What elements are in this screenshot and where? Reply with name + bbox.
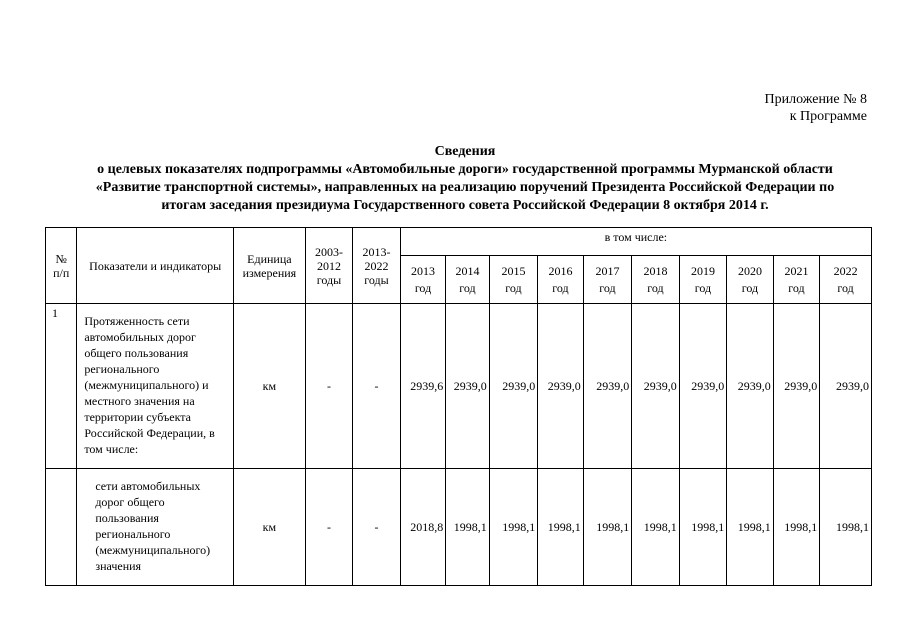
indicator-line: (межмуниципального) xyxy=(95,542,211,557)
year-header-2020 xyxy=(727,256,773,304)
row-period-2013-2022: - xyxy=(353,469,401,586)
indicator-line: том числе: xyxy=(84,441,139,456)
header-period2-line-1: 2013- xyxy=(362,244,391,259)
indicator-line: автомобильных дорог xyxy=(84,329,196,344)
value-2017: 1998,1 xyxy=(583,469,632,586)
title-line-2: о целевых показателях подпрограммы «Автомобильные дороги» государственной программы Мурманской области xyxy=(97,162,833,177)
value-2020: 2939,0 xyxy=(727,304,773,469)
table-row xyxy=(46,469,872,586)
header-period1-line-2: 2012 xyxy=(317,258,342,273)
year-value: 2013 xyxy=(411,263,435,278)
document-title xyxy=(40,143,890,215)
year-value: 2021 xyxy=(784,263,809,278)
value-2014: 1998,1 xyxy=(446,469,489,586)
header-period2-line-3: годы xyxy=(364,272,389,287)
header-unit xyxy=(234,228,306,304)
year-header-2013 xyxy=(400,256,445,304)
title-line-4: итогам заседания президиума Государственного совета Российской Федерации 8 октября 2014 г. xyxy=(161,198,769,213)
year-label: год xyxy=(788,280,805,295)
appendix-line-1: Приложение № 8 xyxy=(764,92,867,107)
indicators-table xyxy=(45,227,872,586)
year-header-2022 xyxy=(820,256,872,304)
row-indicator xyxy=(77,304,234,469)
value-2016: 1998,1 xyxy=(538,469,583,586)
indicator-line: сети автомобильных xyxy=(95,478,201,493)
value-2022: 1998,1 xyxy=(820,469,872,586)
value-2022: 2939,0 xyxy=(820,304,872,469)
year-header-2017 xyxy=(583,256,632,304)
year-label: год xyxy=(459,280,476,295)
year-value: 2016 xyxy=(548,263,573,278)
value-2015: 1998,1 xyxy=(489,469,538,586)
year-label: год xyxy=(837,280,854,295)
row-num xyxy=(46,469,77,586)
indicator-line: Протяженность сети xyxy=(84,313,190,328)
indicator-line: регионального xyxy=(95,526,171,541)
year-value: 2015 xyxy=(501,263,526,278)
indicator-line: общего пользования xyxy=(84,345,189,360)
row-indicator xyxy=(77,469,234,586)
table-row xyxy=(46,304,872,469)
value-2019: 1998,1 xyxy=(679,469,727,586)
year-value: 2019 xyxy=(690,263,715,278)
appendix-line-2: к Программе xyxy=(789,109,867,124)
year-value: 2020 xyxy=(737,263,762,278)
year-label: год xyxy=(694,280,712,295)
row-num: 1 xyxy=(46,304,77,469)
year-value: 2018 xyxy=(643,263,668,278)
value-2018: 1998,1 xyxy=(632,469,680,586)
year-label: год xyxy=(599,280,616,295)
header-period-2013-2022 xyxy=(353,228,401,304)
title-line-1: Сведения xyxy=(434,144,496,159)
value-2017: 2939,0 xyxy=(583,304,632,469)
indicator-line: Российской Федерации, в xyxy=(84,425,215,440)
indicator-line: регионального xyxy=(84,361,160,376)
header-num-line-2: п/п xyxy=(53,265,70,280)
header-num xyxy=(46,228,77,304)
appendix-label xyxy=(765,91,868,125)
year-header-2016 xyxy=(538,256,583,304)
header-period2-line-2: 2022 xyxy=(364,258,389,273)
year-header-2015 xyxy=(489,256,538,304)
header-indicator: Показатели и индикаторы xyxy=(77,228,234,304)
value-2020: 1998,1 xyxy=(727,469,773,586)
row-period-2013-2022: - xyxy=(353,304,401,469)
year-label: год xyxy=(741,280,759,295)
row-period-2003-2012: - xyxy=(305,469,353,586)
indicator-line: местного значения на xyxy=(84,393,195,408)
indicator-line: дорог общего xyxy=(95,494,165,509)
indicator-line: пользования xyxy=(95,510,159,525)
header-period-2003-2012 xyxy=(305,228,353,304)
year-label: год xyxy=(647,280,664,295)
value-2021: 2939,0 xyxy=(773,304,819,469)
year-label: год xyxy=(505,280,522,295)
indicator-line: территории субъекта xyxy=(84,409,191,424)
year-header-2018 xyxy=(632,256,680,304)
value-2013: 2018,8 xyxy=(400,469,445,586)
year-label: год xyxy=(414,280,432,295)
value-2019: 2939,0 xyxy=(679,304,727,469)
indicator-line: значения xyxy=(95,558,142,573)
year-header-2014 xyxy=(446,256,489,304)
value-2014: 2939,0 xyxy=(446,304,489,469)
year-value: 2022 xyxy=(833,263,858,278)
header-num-line-1: № xyxy=(55,251,67,266)
value-2018: 2939,0 xyxy=(632,304,680,469)
header-period1-line-3: годы xyxy=(316,272,342,287)
year-header-2019 xyxy=(679,256,727,304)
row-unit: км xyxy=(234,469,306,586)
year-value: 2014 xyxy=(455,263,480,278)
value-2016: 2939,0 xyxy=(538,304,583,469)
row-period-2003-2012: - xyxy=(305,304,353,469)
header-unit-line-2: измерения xyxy=(242,265,297,280)
value-2015: 2939,0 xyxy=(489,304,538,469)
header-period1-line-1: 2003- xyxy=(315,244,344,259)
year-label: год xyxy=(552,280,569,295)
row-unit: км xyxy=(234,304,306,469)
value-2021: 1998,1 xyxy=(773,469,819,586)
header-unit-line-1: Единица xyxy=(247,251,292,266)
year-header-2021 xyxy=(773,256,819,304)
title-line-3: «Развитие транспортной системы», направленных на реализацию поручений Президента Российской Федерации по xyxy=(95,180,835,195)
header-including: в том числе: xyxy=(400,228,871,256)
year-value: 2017 xyxy=(595,263,620,278)
indicator-line: (межмуниципального) и xyxy=(84,377,209,392)
value-2013: 2939,6 xyxy=(400,304,445,469)
